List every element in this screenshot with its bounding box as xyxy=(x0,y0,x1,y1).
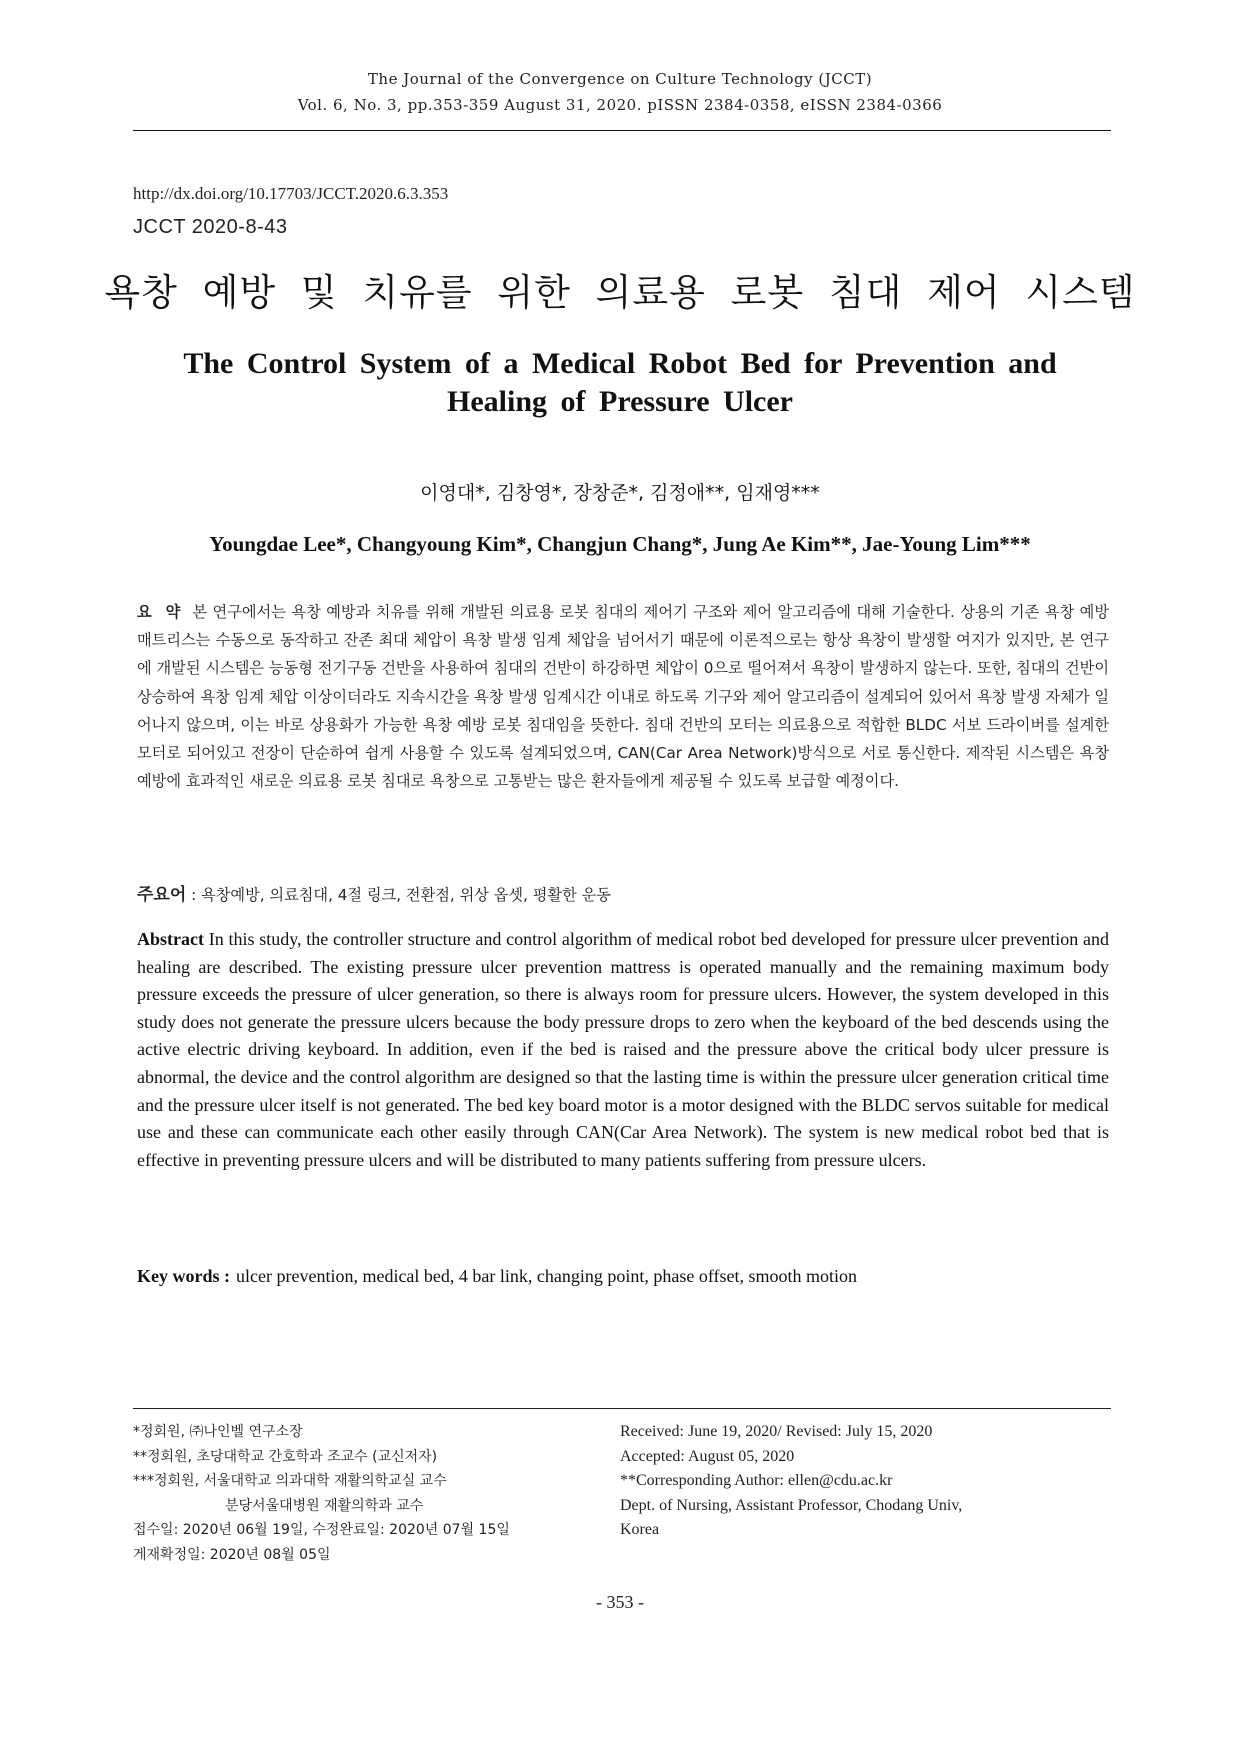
korean-authors: 이영대*, 김창영*, 장창준*, 김정애**, 임재영*** xyxy=(420,482,820,504)
korean-title: 욕창 예방 및 치유를 위한 의료용 로봇 침대 제어 시스템 xyxy=(104,271,1136,314)
footnote-line: 분당서울대병원 재활의학과 교수 xyxy=(225,1497,424,1514)
korean-keywords-text: 욕창예방, 의료침대, 4절 링크, 전환점, 위상 옵셋, 평활한 운동 xyxy=(201,886,611,904)
footnote-divider xyxy=(133,1408,1111,1409)
journal-name: The Journal of the Convergence on Culture Technology (JCCT) xyxy=(367,70,873,88)
footnote-line: 게재확정일: 2020년 08월 05일 xyxy=(133,1546,331,1563)
header-divider xyxy=(133,130,1111,131)
english-keywords-label: Key words : xyxy=(137,1266,230,1286)
english-abstract-label: Abstract xyxy=(137,929,204,949)
footnotes-left xyxy=(133,1420,603,1567)
footnote-line: Dept. of Nursing, Assistant Professor, Chodang Univ, xyxy=(620,1496,963,1514)
korean-abstract-label: 요 약 xyxy=(137,603,185,621)
page-number: - 353 - xyxy=(596,1592,644,1612)
korean-keywords-label: 주요어 xyxy=(137,885,187,905)
english-abstract-text: In this study, the controller structure and control algorithm of medical robot bed developed for pressure ulcer prevention and healing are described. The existing pressure ulcer prevention mattress is operated manually and the remaining maximum body pressure exceeds the pressure of ulcer generation, so there is always room for pressure ulcers. However, the system developed in this study does not generate the pressure ulcers because the body pressure drops to zero when the keyboard of the bed descends using the active electric driving keyboard. In addition, even if the bed is raised and the pressure above the critical body ulcer pressure is abnormal, the device and the control algorithm are designed so that the lasting time is within the pressure ulcer generation critical time and the pressure ulcer itself is not generated. The bed key board motor is a motor designed with the BLDC servos suitable for medical use and these can communicate each other easily through CAN(Car Area Network). The system is new medical robot bed that is effective in preventing pressure ulcers and will be distributed to many patients suffering from pressure ulcers. xyxy=(137,929,1109,1170)
korean-abstract-text: 본 연구에서는 욕창 예방과 치유를 위해 개발된 의료용 로봇 침대의 제어기 구조와 제어 알고리즘에 대해 기술한다. 상용의 기존 욕창 예방 매트리스는 수동으로 동작하고 잔존 최대 체압이 욕창 발생 임계 체압을 넘어서기 때문에 이론적으로는 항상 욕창이 발생할 여지가 있지만, 본 연구에 개발된 시스템은 능동형 전기구동 건반을 사용하여 침대의 건반이 하강하면 체압이 0으로 떨어져서 욕창이 발생하지 않는다. 또한, 침대의 건반이 상승하여 욕창 임계 체압 이상이더라도 지속시간을 욕창 발생 임계시간 이내로 하도록 기구와 제어 알고리즘이 설계되어 있어서 욕창 발생 자체가 일어나지 않으며, 이는 바로 상용화가 가능한 욕창 예방 로봇 침대임을 뜻한다. 침대 건반의 모터는 의료용으로 적합한 BLDC 서보 드라이버를 설계한 모터로 되어있고 전장이 단순하여 쉽게 사용할 수 있도록 설계되었으며, CAN(Car Area Network)방식으로 서로 통신한다. 제작된 시스템은 욕창 예방에 효과적인 새로운 의료용 로봇 침대로 욕창으로 고통받는 많은 환자들에게 제공될 수 있도록 보급할 예정이다. xyxy=(137,603,1109,791)
english-keywords xyxy=(137,1266,1109,1287)
footnote-line: Accepted: August 05, 2020 xyxy=(620,1447,795,1465)
english-authors: Youngdae Lee*, Changyoung Kim*, Changjun Chang*, Jung Ae Kim**, Jae-Young Lim*** xyxy=(209,532,1031,556)
footnote-line: *정회원, ㈜나인벨 연구소장 xyxy=(133,1424,303,1440)
footnotes-right xyxy=(620,1420,1080,1543)
doi-link[interactable]: http://dx.doi.org/10.17703/JCCT.2020.6.3.353 xyxy=(133,184,449,203)
footnote-line: Korea xyxy=(620,1521,660,1538)
corresponding-author: **Corresponding Author: ellen@cdu.ac.kr xyxy=(620,1472,893,1489)
journal-header xyxy=(0,66,1240,118)
footnote-line: 접수일: 2020년 06월 19일, 수정완료일: 2020년 07월 15일 xyxy=(133,1522,510,1538)
korean-keywords: 주요어 : 욕창예방, 의료침대, 4절 링크, 전환점, 위상 옵셋, 평활한 운동 xyxy=(137,885,611,905)
english-keywords-text: ulcer prevention, medical bed, 4 bar link, changing point, phase offset, smooth motion xyxy=(236,1266,858,1286)
article-id: JCCT 2020-8-43 xyxy=(133,216,288,238)
journal-volume-line: Vol. 6, No. 3, pp.353-359 August 31, 2020. pISSN 2384-0358, eISSN 2384-0366 xyxy=(297,96,943,114)
english-abstract xyxy=(137,926,1109,1174)
korean-abstract xyxy=(137,598,1109,795)
footnote-line: Received: June 19, 2020/ Revised: July 15, 2020 xyxy=(620,1423,933,1440)
footnote-line: ***정회원, 서울대학교 의과대학 재활의학교실 교수 xyxy=(133,1473,447,1489)
footnote-line: **정회원, 초당대학교 간호학과 조교수 (교신저자) xyxy=(133,1448,438,1465)
english-title: The Control System of a Medical Robot Bed for Prevention and Healing of Pressure Ulcer xyxy=(183,347,1057,418)
